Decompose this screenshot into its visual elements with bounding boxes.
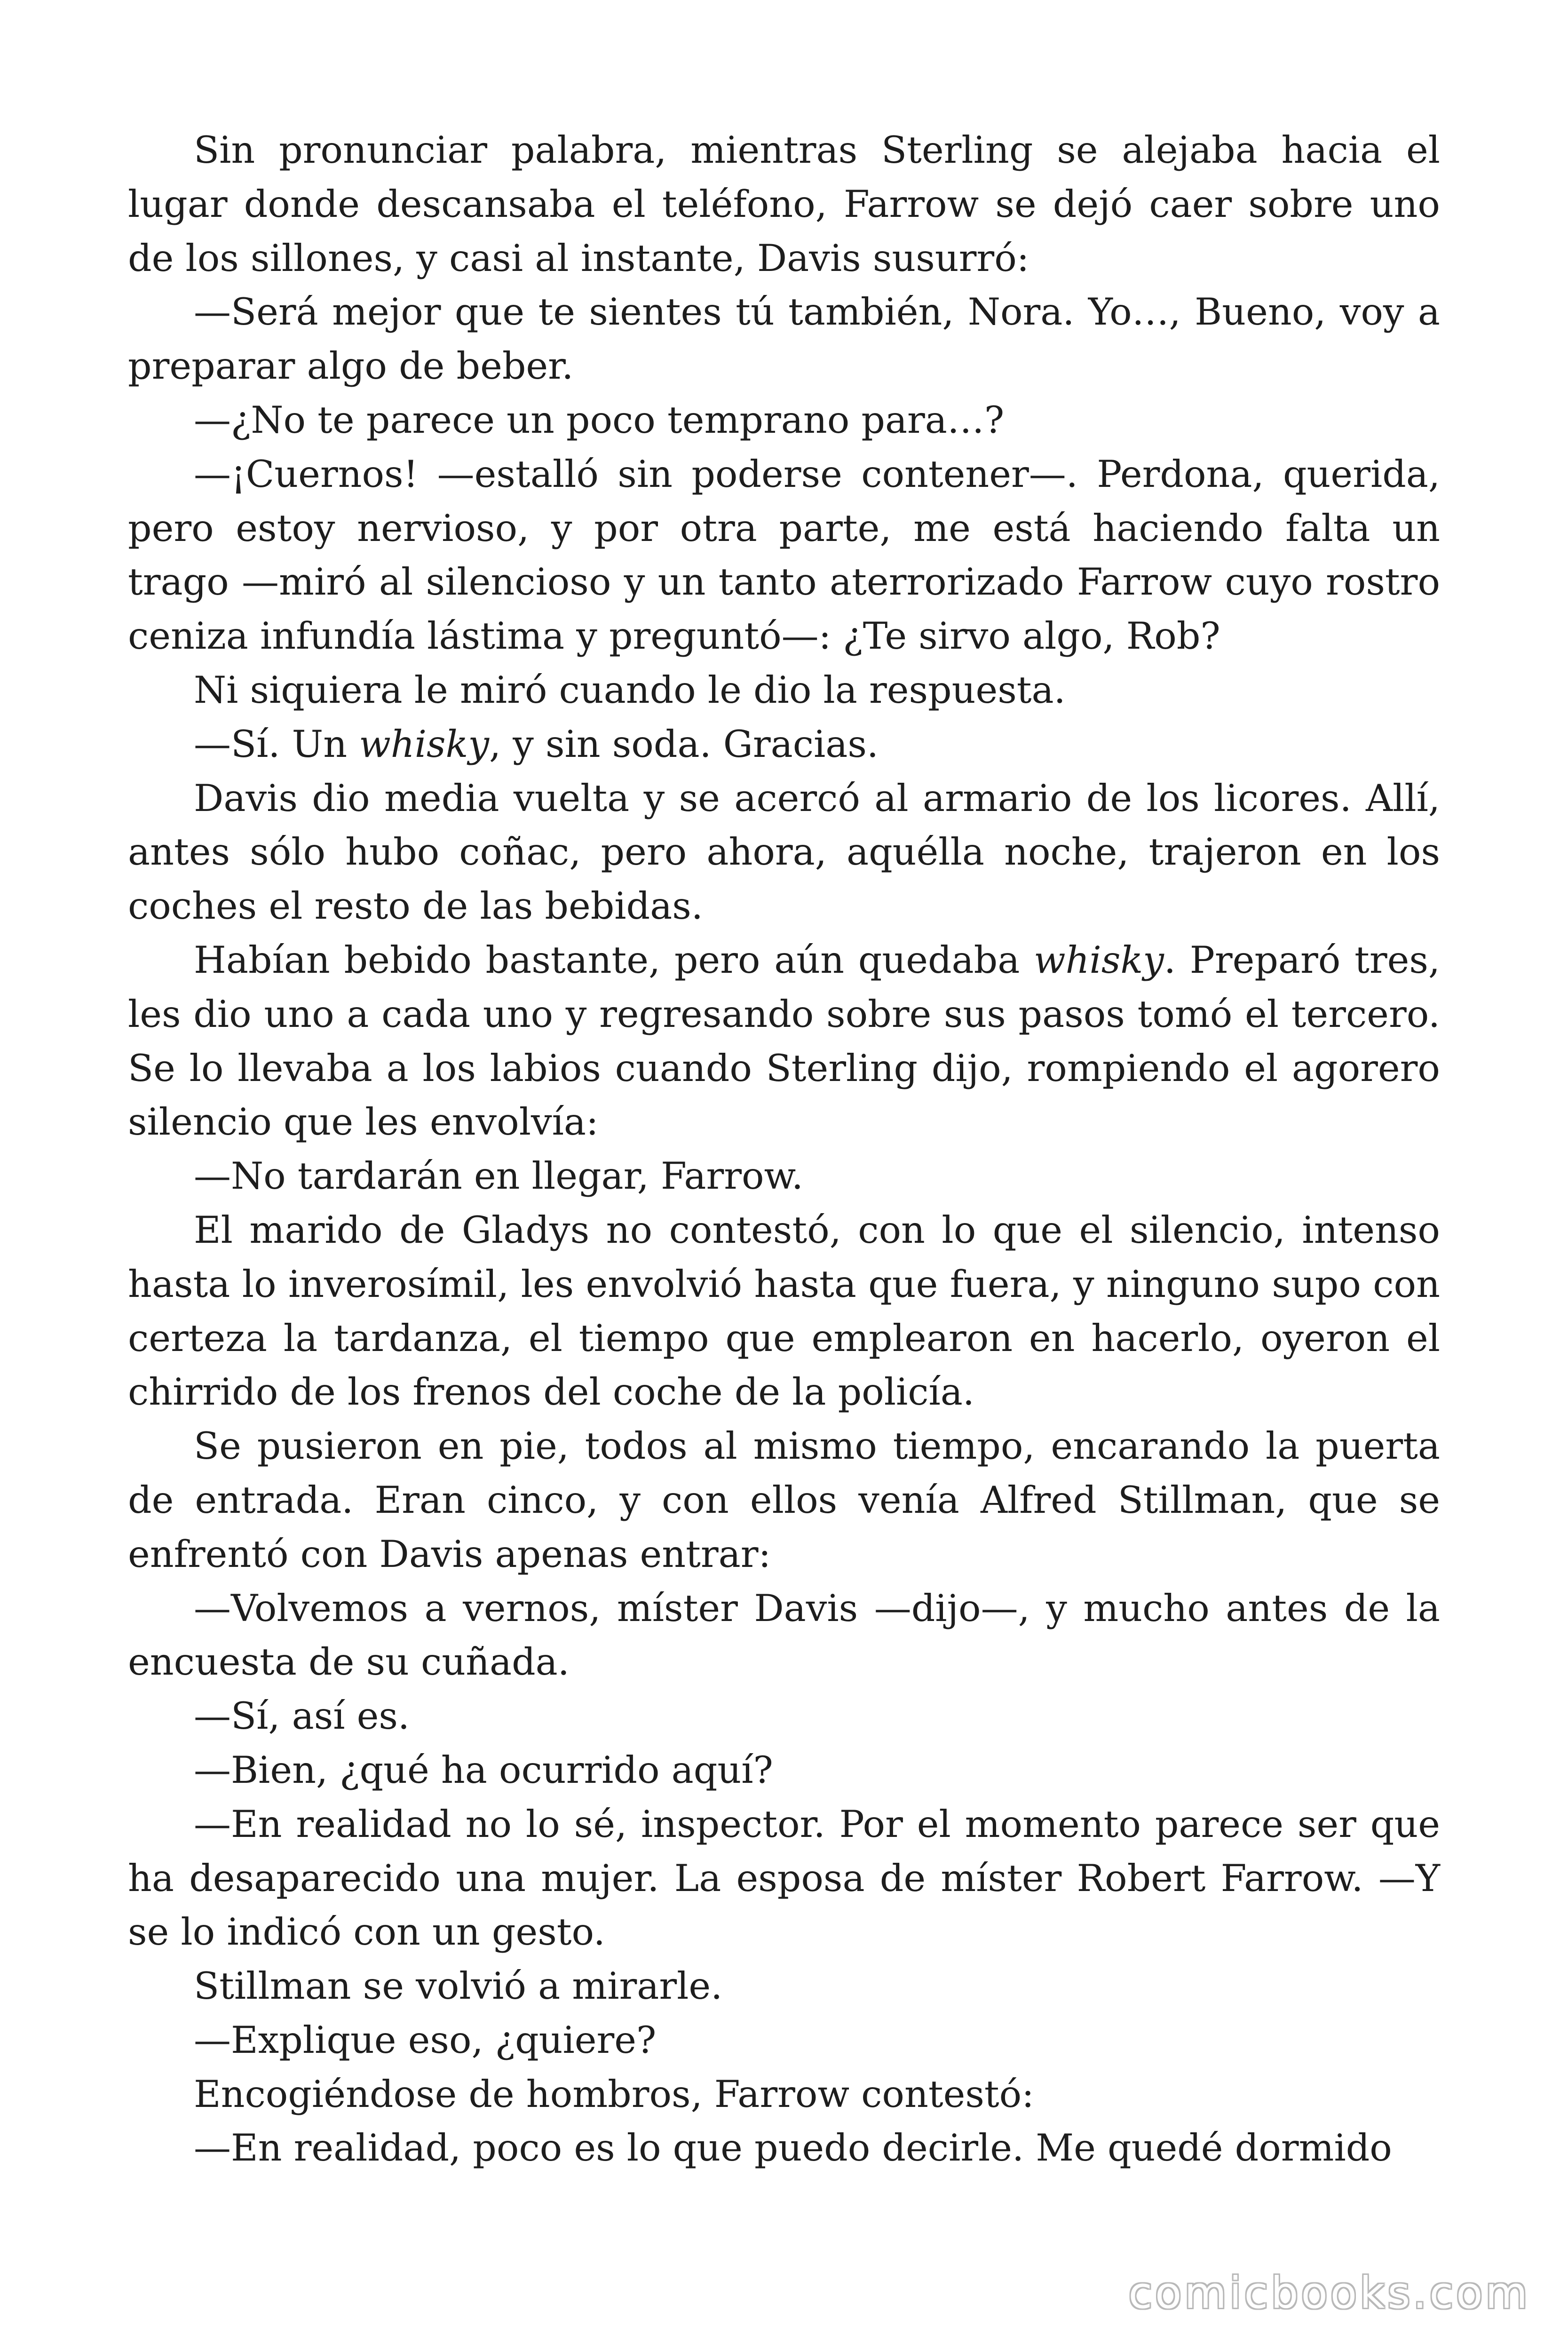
text-run: —Será mejor que te sientes tú también, Nora. Yo…, Bueno, voy a preparar algo de beber.	[128, 290, 1440, 388]
text-run: Ni siquiera le miró cuando le dio la respuesta.	[194, 668, 1066, 712]
paragraph	[128, 1419, 1440, 1581]
text-run: —En realidad, poco es lo que puedo decirle. Me quedé dormido	[194, 2126, 1392, 2170]
text-run: —¿No te parece un poco temprano para…?	[194, 398, 1005, 442]
paragraph	[128, 717, 1440, 771]
text-run: —Sí, así es.	[194, 1694, 410, 1738]
paragraph	[128, 1797, 1440, 1959]
paragraph	[128, 2013, 1440, 2067]
paragraph	[128, 393, 1440, 447]
text-run: . Preparó tres, les dio uno a cada uno y regresando sobre sus pasos tomó el tercero. Se lo llevaba a los labios cuando Sterling dijo, rompiendo el agorero silencio que les envolvía:	[128, 938, 1441, 1144]
paragraph	[128, 1689, 1440, 1743]
text-run: El marido de Gladys no contestó, con lo que el silencio, intenso hasta lo inverosímil, les envolvió hasta que fuera, y ninguno supo con certeza la tardanza, el tiempo que emplearon en hacerlo, oyeron el chirrido de los frenos del coche de la policía.	[128, 1208, 1440, 1414]
text-run: , y sin soda. Gracias.	[489, 722, 879, 766]
paragraph	[128, 771, 1440, 933]
text-run: Stillman se volvió a mirarle.	[194, 1964, 723, 2008]
paragraph	[128, 2121, 1440, 2175]
paragraph	[128, 2067, 1440, 2122]
text-run: —Bien, ¿qué ha ocurrido aquí?	[194, 1748, 773, 1792]
text-run: —Volvemos a vernos, míster Davis —dijo—, y mucho antes de la encuesta de su cuñada.	[128, 1586, 1440, 1684]
watermark-logo: comicbooks.com	[1128, 2268, 1530, 2318]
paragraph	[128, 933, 1440, 1149]
paragraph	[128, 123, 1440, 285]
paragraph	[128, 447, 1440, 663]
italic-text: whisky	[359, 722, 489, 766]
text-run: —¡Cuernos! —estalló sin poderse contener—. Perdona, querida, pero estoy nervioso, y por otra parte, me está haciendo falta un trago —miró al silencioso y un tanto aterrorizado Farrow cuyo rostro ceniza infundía lástima y preguntó—: ¿Te sirvo algo, Rob?	[128, 452, 1440, 658]
text-run: Encogiéndose de hombros, Farrow contestó:	[194, 2072, 1034, 2116]
text-run: —Explique eso, ¿quiere?	[194, 2018, 657, 2062]
paragraph	[128, 1743, 1440, 1797]
paragraph	[128, 1149, 1440, 1203]
text-run: —En realidad no lo sé, inspector. Por el momento parece ser que ha desaparecido una mujer. La esposa de míster Robert Farrow. —Y se lo indicó con un gesto.	[128, 1802, 1440, 1954]
body-text	[128, 123, 1440, 2175]
paragraph	[128, 285, 1440, 393]
paragraph	[128, 663, 1440, 717]
paragraph	[128, 1203, 1440, 1419]
paragraph	[128, 1959, 1440, 2013]
text-run: —Sí. Un	[194, 722, 359, 766]
text-run: Se pusieron en pie, todos al mismo tiempo, encarando la puerta de entrada. Eran cinco, y con ellos venía Alfred Stillman, que se enfrentó con Davis apenas entrar:	[128, 1424, 1440, 1576]
text-run: Davis dio media vuelta y se acercó al armario de los licores. Allí, antes sólo hubo coñac, pero ahora, aquélla noche, trajeron en los coches el resto de las bebidas.	[128, 776, 1440, 928]
text-run: Habían bebido bastante, pero aún quedaba	[194, 938, 1034, 982]
text-run: Sin pronunciar palabra, mientras Sterling se alejaba hacia el lugar donde descansaba el teléfono, Farrow se dejó caer sobre uno de los sillones, y casi al instante, Davis susurró:	[128, 128, 1440, 280]
text-run: —No tardarán en llegar, Farrow.	[194, 1154, 803, 1198]
paragraph	[128, 1581, 1440, 1690]
italic-text: whisky	[1034, 938, 1164, 982]
